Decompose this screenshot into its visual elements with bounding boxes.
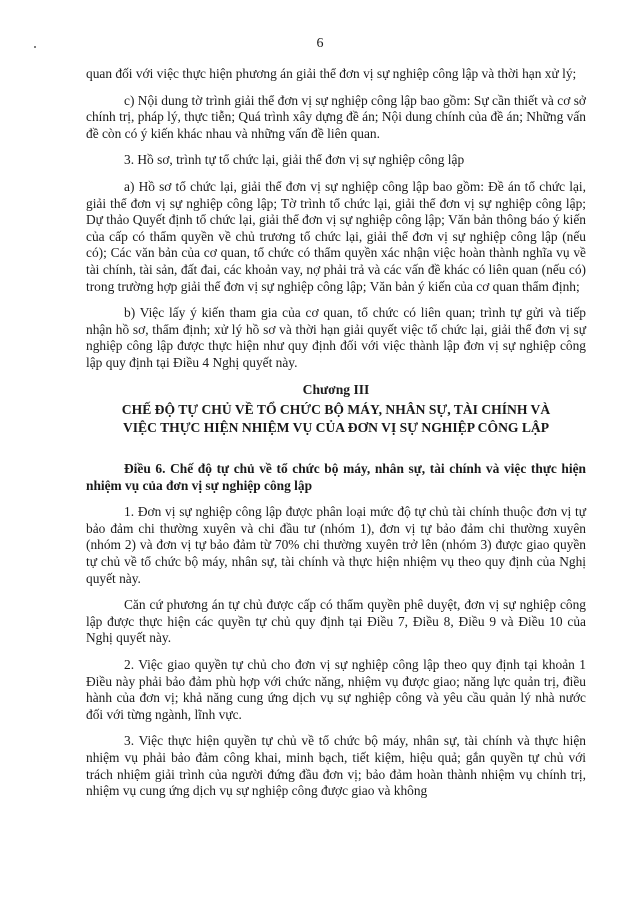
paragraph: Căn cứ phương án tự chủ được cấp có thẩm quyền phê duyệt, đơn vị sự nghiệp công lập được thực hiện các quyền tự chủ quy định tại Điều 7, Điều 8, Điều 9 và Điều 10 của Nghị quyết này. — [86, 597, 586, 646]
document-body — [86, 66, 586, 810]
paragraph: b) Việc lấy ý kiến tham gia của cơ quan, tổ chức có liên quan; trình tự gửi và tiếp nhận hồ sơ, thẩm định; xử lý hồ sơ và thời hạn giải quyết việc tổ chức lại, giải thể đơn vị sự nghiệp công lập được thực hiện như quy định đối với việc thành lập đơn vị sự nghiệp công lập quy định tại Điều 4 Nghị quyết này. — [86, 305, 586, 370]
chapter-title-line: VIỆC THỰC HIỆN NHIỆM VỤ CỦA ĐƠN VỊ SỰ NGHIỆP CÔNG LẬP — [122, 420, 550, 436]
paragraph: 3. Hồ sơ, trình tự tổ chức lại, giải thể đơn vị sự nghiệp công lập — [124, 152, 465, 168]
chapter-number: Chương III — [302, 381, 370, 397]
page-number: 6 — [316, 36, 324, 51]
paragraph: 1. Đơn vị sự nghiệp công lập được phân loại mức độ tự chủ tài chính thuộc đơn vị tự bảo đảm chi thường xuyên và chi đầu tư (nhóm 1), đơn vị tự bảo đảm chi thường xuyên (nhóm 2) và đơn vị tự bảo đảm từ 70% chi thường xuyên trở lên (nhóm 3) được giao quyền tự chủ về tổ chức bộ máy, nhân sự, tài chính và thực hiện nhiệm vụ theo quy định của Nghị quyết này. — [86, 504, 586, 586]
paragraph: 3. Việc thực hiện quyền tự chủ về tổ chức bộ máy, nhân sự, tài chính và thực hiện nhiệm vụ phải bảo đảm công khai, minh bạch, tiết kiệm, hiệu quả; gắn quyền tự chủ với trách nhiệm giải trình của người đứng đầu đơn vị; bảo đảm hoàn thành nhiệm vụ chính trị, nhiệm vụ cung ứng dịch vụ sự nghiệp công được giao và không — [86, 733, 586, 799]
chapter-title — [86, 401, 586, 437]
paragraph: quan đối với việc thực hiện phương án giải thể đơn vị sự nghiệp công lập và thời hạn xử lý; — [86, 66, 577, 81]
paragraph: a) Hồ sơ tổ chức lại, giải thể đơn vị sự nghiệp công lập bao gồm: Đề án tổ chức lại, giải thể đơn vị sự nghiệp công lập; Tờ trình tổ chức lại, giải thể đơn vị sự nghiệp công lập; Dự thảo Quyết định tổ chức lại, giải thể đơn vị sự nghiệp công lập; Văn bản thông báo ý kiến của cấp có thẩm quyền về chủ trương tổ chức lại, giải thể đơn vị sự nghiệp công lập (nếu có); Các văn bản của cơ quan, tổ chức có thẩm quyền xác nhận việc hoàn thành nghĩa vụ về tài chính, tài sản, đất đai, các khoản vay, nợ phải trả và các vấn đề khác có liên quan (nếu có) trong trường hợp giải thể đơn vị sự nghiệp công lập; Văn bản ý kiến của cơ quan thẩm định; — [86, 178, 586, 294]
chapter-title-line: CHẾ ĐỘ TỰ CHỦ VỀ TỔ CHỨC BỘ MÁY, NHÂN SỰ, TÀI CHÍNH VÀ — [121, 402, 551, 418]
article-heading: Điều 6. Chế độ tự chủ về tổ chức bộ máy, nhân sự, tài chính và việc thực hiện nhiệm vụ của đơn vị sự nghiệp công lập — [86, 461, 586, 493]
paragraph: c) Nội dung tờ trình giải thể đơn vị sự nghiệp công lập bao gồm: Sự cần thiết và cơ sở chính trị, pháp lý, thực tiễn; Quá trình xây dựng đề án; Nội dung chính của đề án; Những vấn đề còn có ý kiến khác nhau và những vấn đề liên quan. — [86, 92, 586, 141]
paragraph: 2. Việc giao quyền tự chủ cho đơn vị sự nghiệp công lập theo quy định tại khoản 1 Điều này phải bảo đảm phù hợp với chức năng, nhiệm vụ được giao; năng lực quản trị, điều hành của đơn vị; khả năng cung ứng dịch vụ sự nghiệp công và yêu cầu quản lý nhà nước đối với từng ngành, lĩnh vực. — [86, 657, 586, 722]
